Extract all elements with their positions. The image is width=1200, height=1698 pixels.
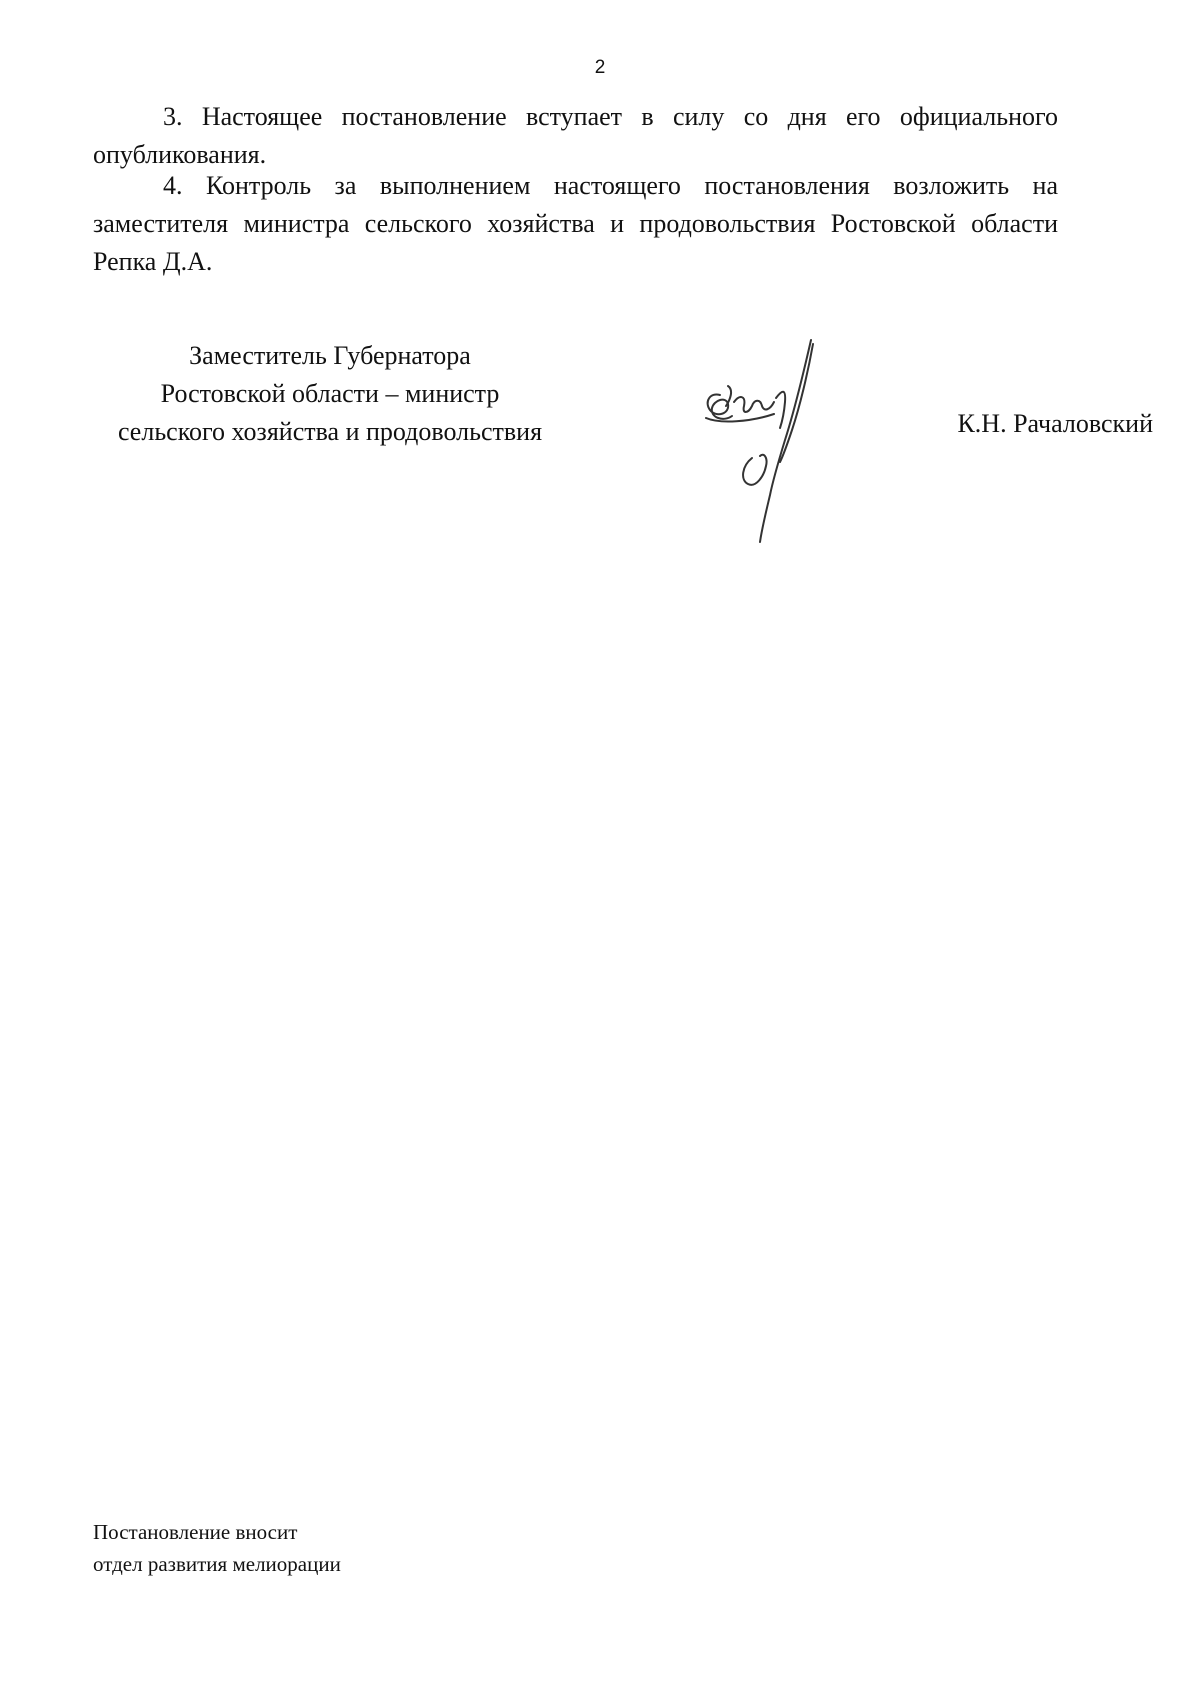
footer-line-1: Постановление вносит <box>93 1520 298 1544</box>
signatory-title <box>50 337 610 451</box>
paragraph-4 <box>93 167 1058 281</box>
paragraph-4-number: 4. <box>163 171 183 200</box>
page-number: 2 <box>594 57 606 78</box>
signature-stroke-letters <box>726 386 774 412</box>
paragraph-3 <box>93 98 1058 174</box>
signature-stroke-main <box>760 340 811 542</box>
paragraph-4-text: Контроль за выполнением настоящего постановления возложить на заместителя министра сельского хозяйства и продовольствия Ростовской области Репка Д.А. <box>93 171 1059 276</box>
signatory-title-line-2: Ростовской области – министр <box>160 379 500 408</box>
signature-stroke-loop <box>708 394 732 418</box>
signature-stroke-tail <box>776 392 785 428</box>
signatory-title-line-3: сельского хозяйства и продовольствия <box>117 417 543 446</box>
signature-stroke-lower <box>743 455 766 485</box>
paragraph-3-number: 3. <box>163 102 183 131</box>
signatory-title-line-1: Заместитель Губернатора <box>189 341 471 370</box>
footer-line-2: отдел развития мелиорации <box>93 1552 341 1576</box>
paragraph-3-text: Настоящее постановление вступает в силу со дня его официального опубликования. <box>93 102 1058 169</box>
document-footer <box>93 1516 341 1580</box>
handwritten-signature <box>690 330 850 550</box>
signatory-name: К.Н. Рачаловский <box>957 409 1153 438</box>
